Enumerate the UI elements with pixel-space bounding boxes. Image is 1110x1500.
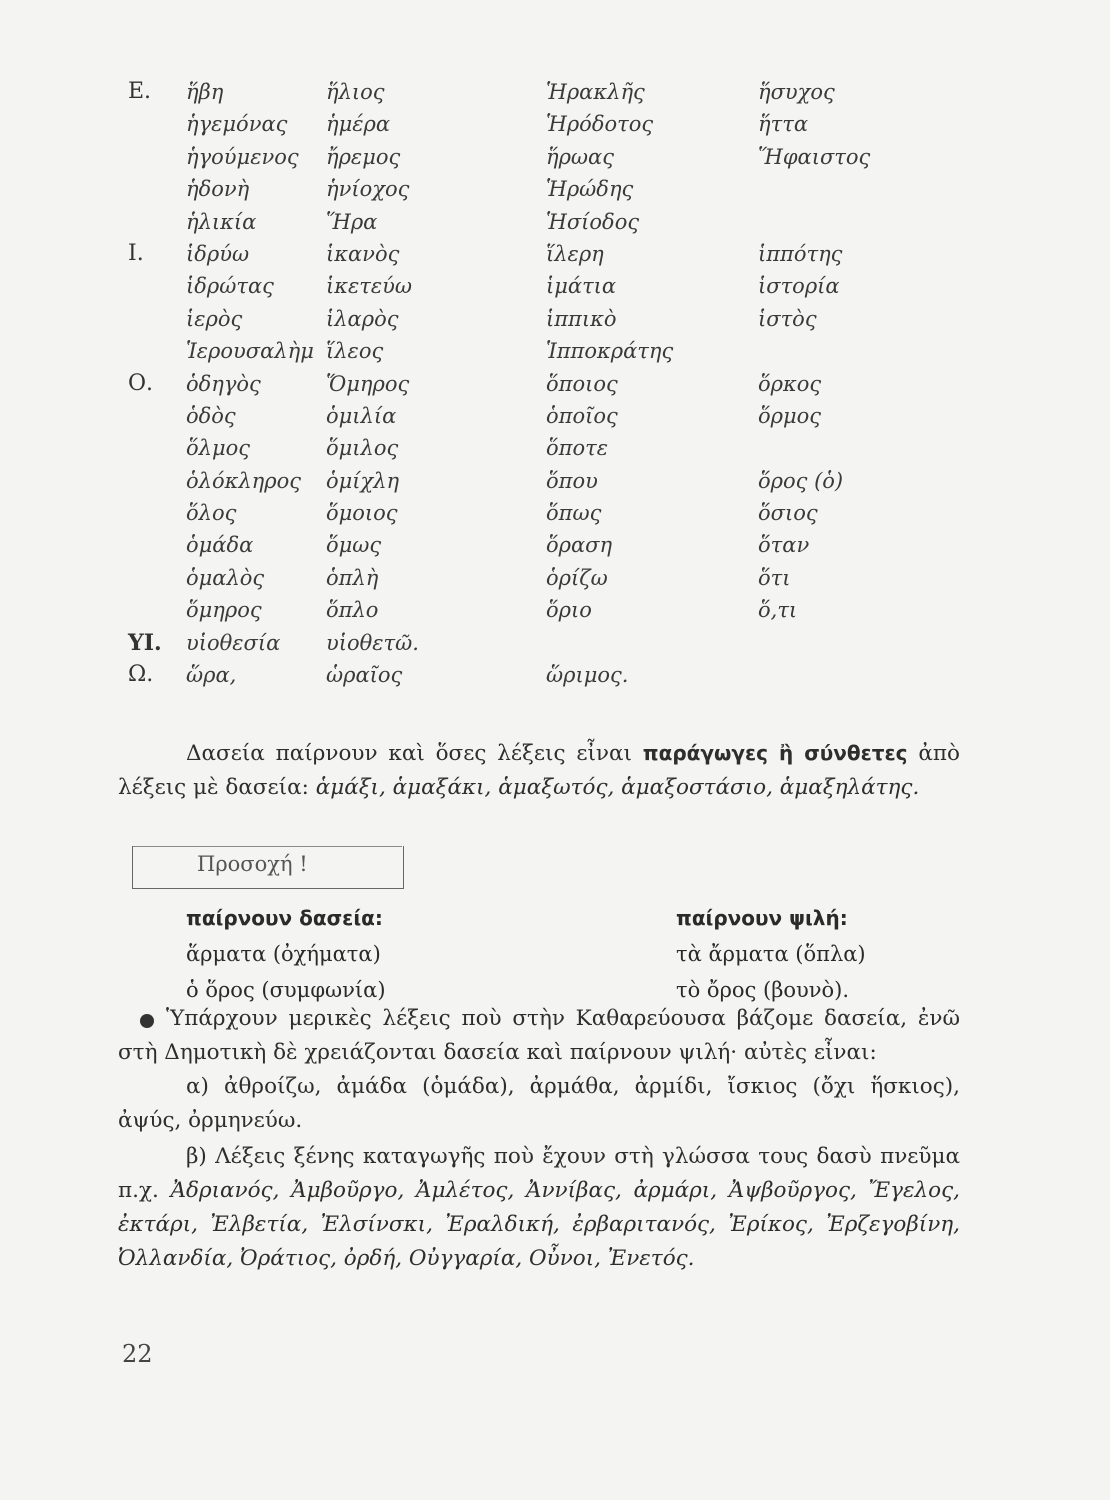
paragraph-lead: Δασεία παίρνουν καὶ ὅσες λέξεις εἶναι bbox=[186, 741, 643, 766]
word-cell: ὅλμος bbox=[186, 436, 251, 461]
section-letter-spacer bbox=[128, 465, 186, 497]
word-cell: ὁδὸς bbox=[186, 403, 236, 428]
section-letter-spacer bbox=[128, 108, 186, 140]
column-psili bbox=[676, 900, 916, 1008]
word-cell: ἡνίοχος bbox=[326, 177, 410, 202]
word-cell: υἱοθετῶ. bbox=[326, 630, 419, 655]
word-cell: ὅλος bbox=[186, 501, 237, 526]
word-cell: ἡλικία bbox=[186, 209, 257, 234]
paragraph-compound-words bbox=[118, 736, 960, 805]
section-letter-spacer bbox=[128, 594, 186, 626]
column-heading-psili: παίρνουν ψιλή: bbox=[676, 906, 848, 930]
word-cell: ὅμως bbox=[326, 533, 382, 558]
word-cell: Ἱπποκράτης bbox=[546, 339, 674, 364]
word-cell: ἱδρώτας bbox=[186, 274, 274, 299]
section-letter-spacer bbox=[128, 303, 186, 335]
word-cell: ἤρεμος bbox=[326, 144, 401, 169]
word-cell: ἡδονὴ bbox=[186, 177, 250, 202]
word-cell: ὅμοιος bbox=[326, 501, 398, 526]
word-cell: ὅποτε bbox=[546, 436, 608, 461]
foreign-words-list: Ἀδριανός, Ἀμβοῦργο, Ἀμλέτος, Ἀννίβας, ἀρμάρι, Ἀψβοῦργος, Ἔγελος, ἐκτάρι, Ἐλβετία, Ἐλσίνσκι, Ἐραλδική, ἐρβαριτανός, Ἐρίκος, Ἐρζεγοβίνη, Ὀλλανδία, Ὀράτιος, ὀρδή, Οὐγγαρία, Οὖνοι, Ἐνετός. bbox=[118, 1178, 961, 1271]
word-cell: ἥβη bbox=[186, 80, 224, 104]
attention-label: Προσοχή ! bbox=[197, 852, 308, 876]
paragraph-katharevousa: Ὑπάρχουν μερικὲς λέξεις ποὺ στὴν Καθαρεύουσα βάζομε δασεία, ἐνῶ στὴ Δημοτικὴ δὲ χρειάζονται δασεία καὶ παίρνουν ψιλή· αὐτὲς εἶναι: bbox=[118, 1006, 960, 1065]
attention-box bbox=[132, 846, 404, 889]
word-cell: ὅρος (ὁ) bbox=[758, 468, 844, 493]
word-cell: ἵλεος bbox=[326, 339, 384, 364]
word-cell: ἡγούμενος bbox=[186, 144, 299, 169]
highlight-derivative-compound: παράγωγες ἢ σύνθετες bbox=[642, 741, 908, 765]
word-cell: ὅπου bbox=[546, 468, 598, 493]
word-cell: ὅριο bbox=[546, 598, 592, 623]
section-letter: ΥΙ. bbox=[128, 629, 162, 656]
section-letter-spacer bbox=[128, 562, 186, 594]
column-line: τὰ ἄρματα (ὅπλα) bbox=[676, 942, 866, 966]
word-cell: ἱκανὸς bbox=[326, 241, 400, 266]
word-cell bbox=[758, 206, 978, 238]
paragraph-lead: β) Λέξεις ξένης καταγωγῆς ποὺ ἔχουν στὴ γλώσσα τους δασὺ πνεῦμα π.χ. bbox=[118, 1144, 960, 1203]
word-cell: ὅ,τι bbox=[758, 598, 798, 623]
word-cell: ὅπως bbox=[546, 501, 602, 526]
word-cell: ἱμάτια bbox=[546, 274, 617, 299]
word-cell: ὁμίχλη bbox=[326, 468, 400, 493]
paragraph-middle: ἀπὸ λέξεις μὲ δασεία: bbox=[118, 741, 960, 800]
section-letter-spacer bbox=[128, 497, 186, 529]
word-cell: ὅρκος bbox=[758, 371, 822, 396]
word-cell: Ἡρακλῆς bbox=[546, 80, 645, 104]
word-cell: Ἡρώδης bbox=[546, 177, 634, 202]
word-cell: Ὅμηρος bbox=[326, 371, 410, 396]
paragraph-list-b bbox=[118, 1140, 960, 1276]
word-cell: ἱππότης bbox=[758, 241, 843, 266]
word-cell: ὅτι bbox=[758, 565, 791, 590]
word-cell: ὅμιλος bbox=[326, 436, 399, 461]
word-cell: υἱοθεσία bbox=[186, 630, 281, 655]
word-cell: ὅποιος bbox=[546, 371, 618, 396]
word-cell bbox=[546, 627, 758, 659]
word-cell: ἥττα bbox=[758, 112, 808, 137]
word-cell: Ἱερουσαλὴμ bbox=[186, 339, 314, 364]
section-letter: Ο. bbox=[128, 370, 154, 396]
section-letter-spacer bbox=[128, 206, 186, 238]
word-cell bbox=[758, 335, 978, 367]
word-cell: ἵλερη bbox=[546, 241, 604, 266]
word-cell: ἥλιος bbox=[326, 80, 385, 104]
word-cell bbox=[758, 659, 978, 691]
word-cell: ὁπλὴ bbox=[326, 565, 379, 590]
word-cell: ὡραῖος bbox=[326, 663, 403, 688]
section-letter-spacer bbox=[128, 141, 186, 173]
word-cell: ἥσυχος bbox=[758, 80, 835, 104]
section-letter-spacer bbox=[128, 335, 186, 367]
word-cell: ὅραση bbox=[546, 533, 613, 558]
column-dasia bbox=[186, 900, 566, 1008]
word-cell: ὁρίζω bbox=[546, 565, 608, 590]
paragraph-list-a: α) ἀθροίζω, ἀμάδα (ὁμάδα), ἀρμάθα, ἀρμίδι, ἴσκιος (ὄχι ἥσκιος), ἀψύς, ὀρμηνεύω. bbox=[118, 1074, 960, 1133]
paragraph-examples: ἁμάξι, ἁμαξάκι, ἁμαξωτός, ἁμαξοστάσιο, ἁμαξηλάτης. bbox=[315, 775, 920, 800]
word-cell: ἡγεμόνας bbox=[186, 112, 288, 137]
column-line: ἅρματα (ὀχήματα) bbox=[186, 942, 381, 966]
word-cell: Ἥφαιστος bbox=[758, 144, 871, 169]
word-cell: ἱερὸς bbox=[186, 306, 243, 331]
section-letter-spacer bbox=[128, 270, 186, 302]
section-letter-spacer bbox=[128, 529, 186, 561]
word-cell: ὁποῖος bbox=[546, 403, 618, 428]
word-cell: ὅμηρος bbox=[186, 598, 262, 623]
word-cell: ὥρα, bbox=[186, 663, 237, 688]
column-line: τὸ ὄρος (βουνὸ). bbox=[676, 978, 850, 1002]
word-cell: ἡμέρα bbox=[326, 112, 391, 137]
section-letter-spacer bbox=[128, 173, 186, 205]
word-cell: ὅσιος bbox=[758, 501, 818, 526]
word-cell: ὅταν bbox=[758, 533, 810, 558]
word-cell: ὅρμος bbox=[758, 403, 822, 428]
word-cell: ἱλαρὸς bbox=[326, 306, 399, 331]
section-letter-spacer bbox=[128, 400, 186, 432]
word-cell bbox=[758, 432, 978, 464]
section-letter: Ε. bbox=[128, 79, 152, 104]
section-letter: Ω. bbox=[128, 662, 154, 688]
word-cell: ἱππικὸ bbox=[546, 306, 617, 331]
word-cell: ὥριμος. bbox=[546, 663, 629, 688]
word-cell: ὁλόκληρος bbox=[186, 468, 302, 493]
word-cell: ἱστὸς bbox=[758, 306, 817, 331]
word-cell: Ἡρόδοτος bbox=[546, 112, 654, 137]
word-cell: ἥρωας bbox=[546, 144, 614, 169]
word-cell: Ἥρα bbox=[326, 209, 378, 234]
word-cell: ὁδηγὸς bbox=[186, 371, 261, 396]
word-cell: ἱστορία bbox=[758, 274, 840, 299]
word-cell: ἱκετεύω bbox=[326, 274, 413, 299]
column-heading-dasia: παίρνουν δασεία: bbox=[186, 906, 383, 930]
column-line: ὁ ὅρος (συμφωνία) bbox=[186, 978, 386, 1002]
page-number: 22 bbox=[122, 1340, 153, 1368]
section-letter: Ι. bbox=[128, 240, 144, 266]
section-letter-spacer bbox=[128, 432, 186, 464]
word-cell: ὅπλο bbox=[326, 598, 379, 623]
word-cell: Ἡσίοδος bbox=[546, 209, 640, 234]
word-table bbox=[128, 76, 978, 691]
word-cell bbox=[758, 627, 978, 659]
word-cell: ὁμαλὸς bbox=[186, 565, 265, 590]
word-cell: ἱδρύω bbox=[186, 241, 250, 266]
word-cell: ὁμάδα bbox=[186, 533, 254, 558]
word-cell bbox=[758, 173, 978, 205]
word-cell: ὁμιλία bbox=[326, 403, 397, 428]
